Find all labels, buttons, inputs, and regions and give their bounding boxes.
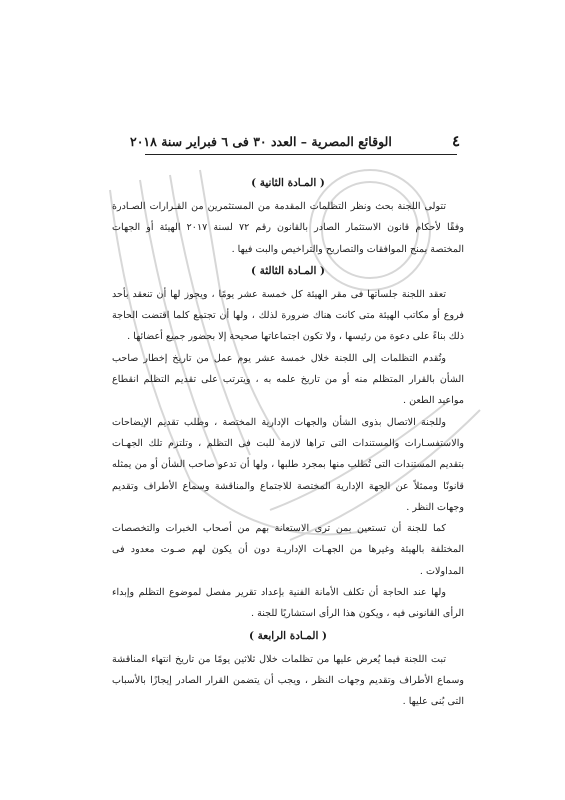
article-paragraph: تعقد اللجنة جلساتها فى مقر الهيئة كل خمسة عشر يومًا ، ويجوز لها أن تنعقد بأحد فروع أو مكاتب الهيئة متى كانت هناك ضرورة لذلك ، ولها أن تجتمع كلما اقتضت الحاجة ذلك بناءً على دعوة من رئيسها ، ولا تكون اجتماعاتها صحيحة إلا بحضور جميع أعضائها . xyxy=(112,288,464,343)
article-heading: ( المـادة الثالثة ) xyxy=(250,264,326,277)
gazette-title: الوقائع المصرية – العدد ٣٠ فى ٦ فبراير سنة ٢٠١٨ xyxy=(130,133,392,149)
article-paragraph: وللجنة الاتصال بذوى الشأن والجهات الإدارية المختصة ، وطلب تقديم الإيضاحات والاستفسـارات والمستندات التى تراها لازمة للبت فى التظلم ، وتلتزم تلك الجهـات بتقديم المستندات التى تُطلب منها بمجرد طلبها ، ولها أن تدعو صاحب الشأن أو من يمثله قانونًا وممثلاً عن الجهة الإدارية المختصة للاجتماع والمناقشة وسماع الأطراف وتقديم وجهات النظر . xyxy=(112,416,464,513)
article-paragraph: ولها عند الحاجة أن تكلف الأمانة الفنية بإعداد تقرير مفصل لموضوع التظلم وإبداء الرأى القانونى فيه ، ويكون هذا الرأى استشاريًا للجنة . xyxy=(112,587,464,620)
article-paragraph: تتولى اللجنة بحث ونظر التظلمات المقدمة من المستثمرين من القـرارات الصـادرة وفقًا لأحكام قانون الاستثمار الصادر بالقانون رقم ٧٢ لسنة ٢٠١٧ الهيئة أو الجهات المختصة بمنح الموافقات والتصاريح والتراخيص والبت فيها . xyxy=(112,201,464,255)
article-paragraph: كما للجنة أن تستعين بمن ترى الاستعانة بهم من أصحاب الخبرات والتخصصات المختلفة بالهيئة وغيرها من الجهـات الإداريـة دون أن يكون لهم صـوت معدود فى المداولات . xyxy=(112,523,464,577)
header-divider xyxy=(145,154,457,155)
document-body xyxy=(112,172,464,713)
article-paragraph: وتُقدم التظلمات إلى اللجنة خلال خمسة عشر يوم عمل من تاريخ إخطار صاحب الشأن بالقرار المتظلم منه أو من تاريخ علمه به ، ويترتب على تقديم التظلم انقطاع مواعيد الطعن . xyxy=(112,352,464,407)
article-heading: ( المـادة الثانية ) xyxy=(251,177,325,189)
article-heading: ( المـادة الرابعة ) xyxy=(249,629,327,642)
article-paragraph: تبت اللجنة فيما يُعرض عليها من تظلمات خلال ثلاثين يومًا من تاريخ انتهاء المناقشة وسماع الأطراف وتقديم وجهات النظر ، ويجب أن يتضمن القرار الصادر إيجازًا بالأسباب التى بُنى عليها . xyxy=(112,653,464,708)
page-header xyxy=(130,128,460,154)
page-number: ٤ xyxy=(451,132,460,150)
